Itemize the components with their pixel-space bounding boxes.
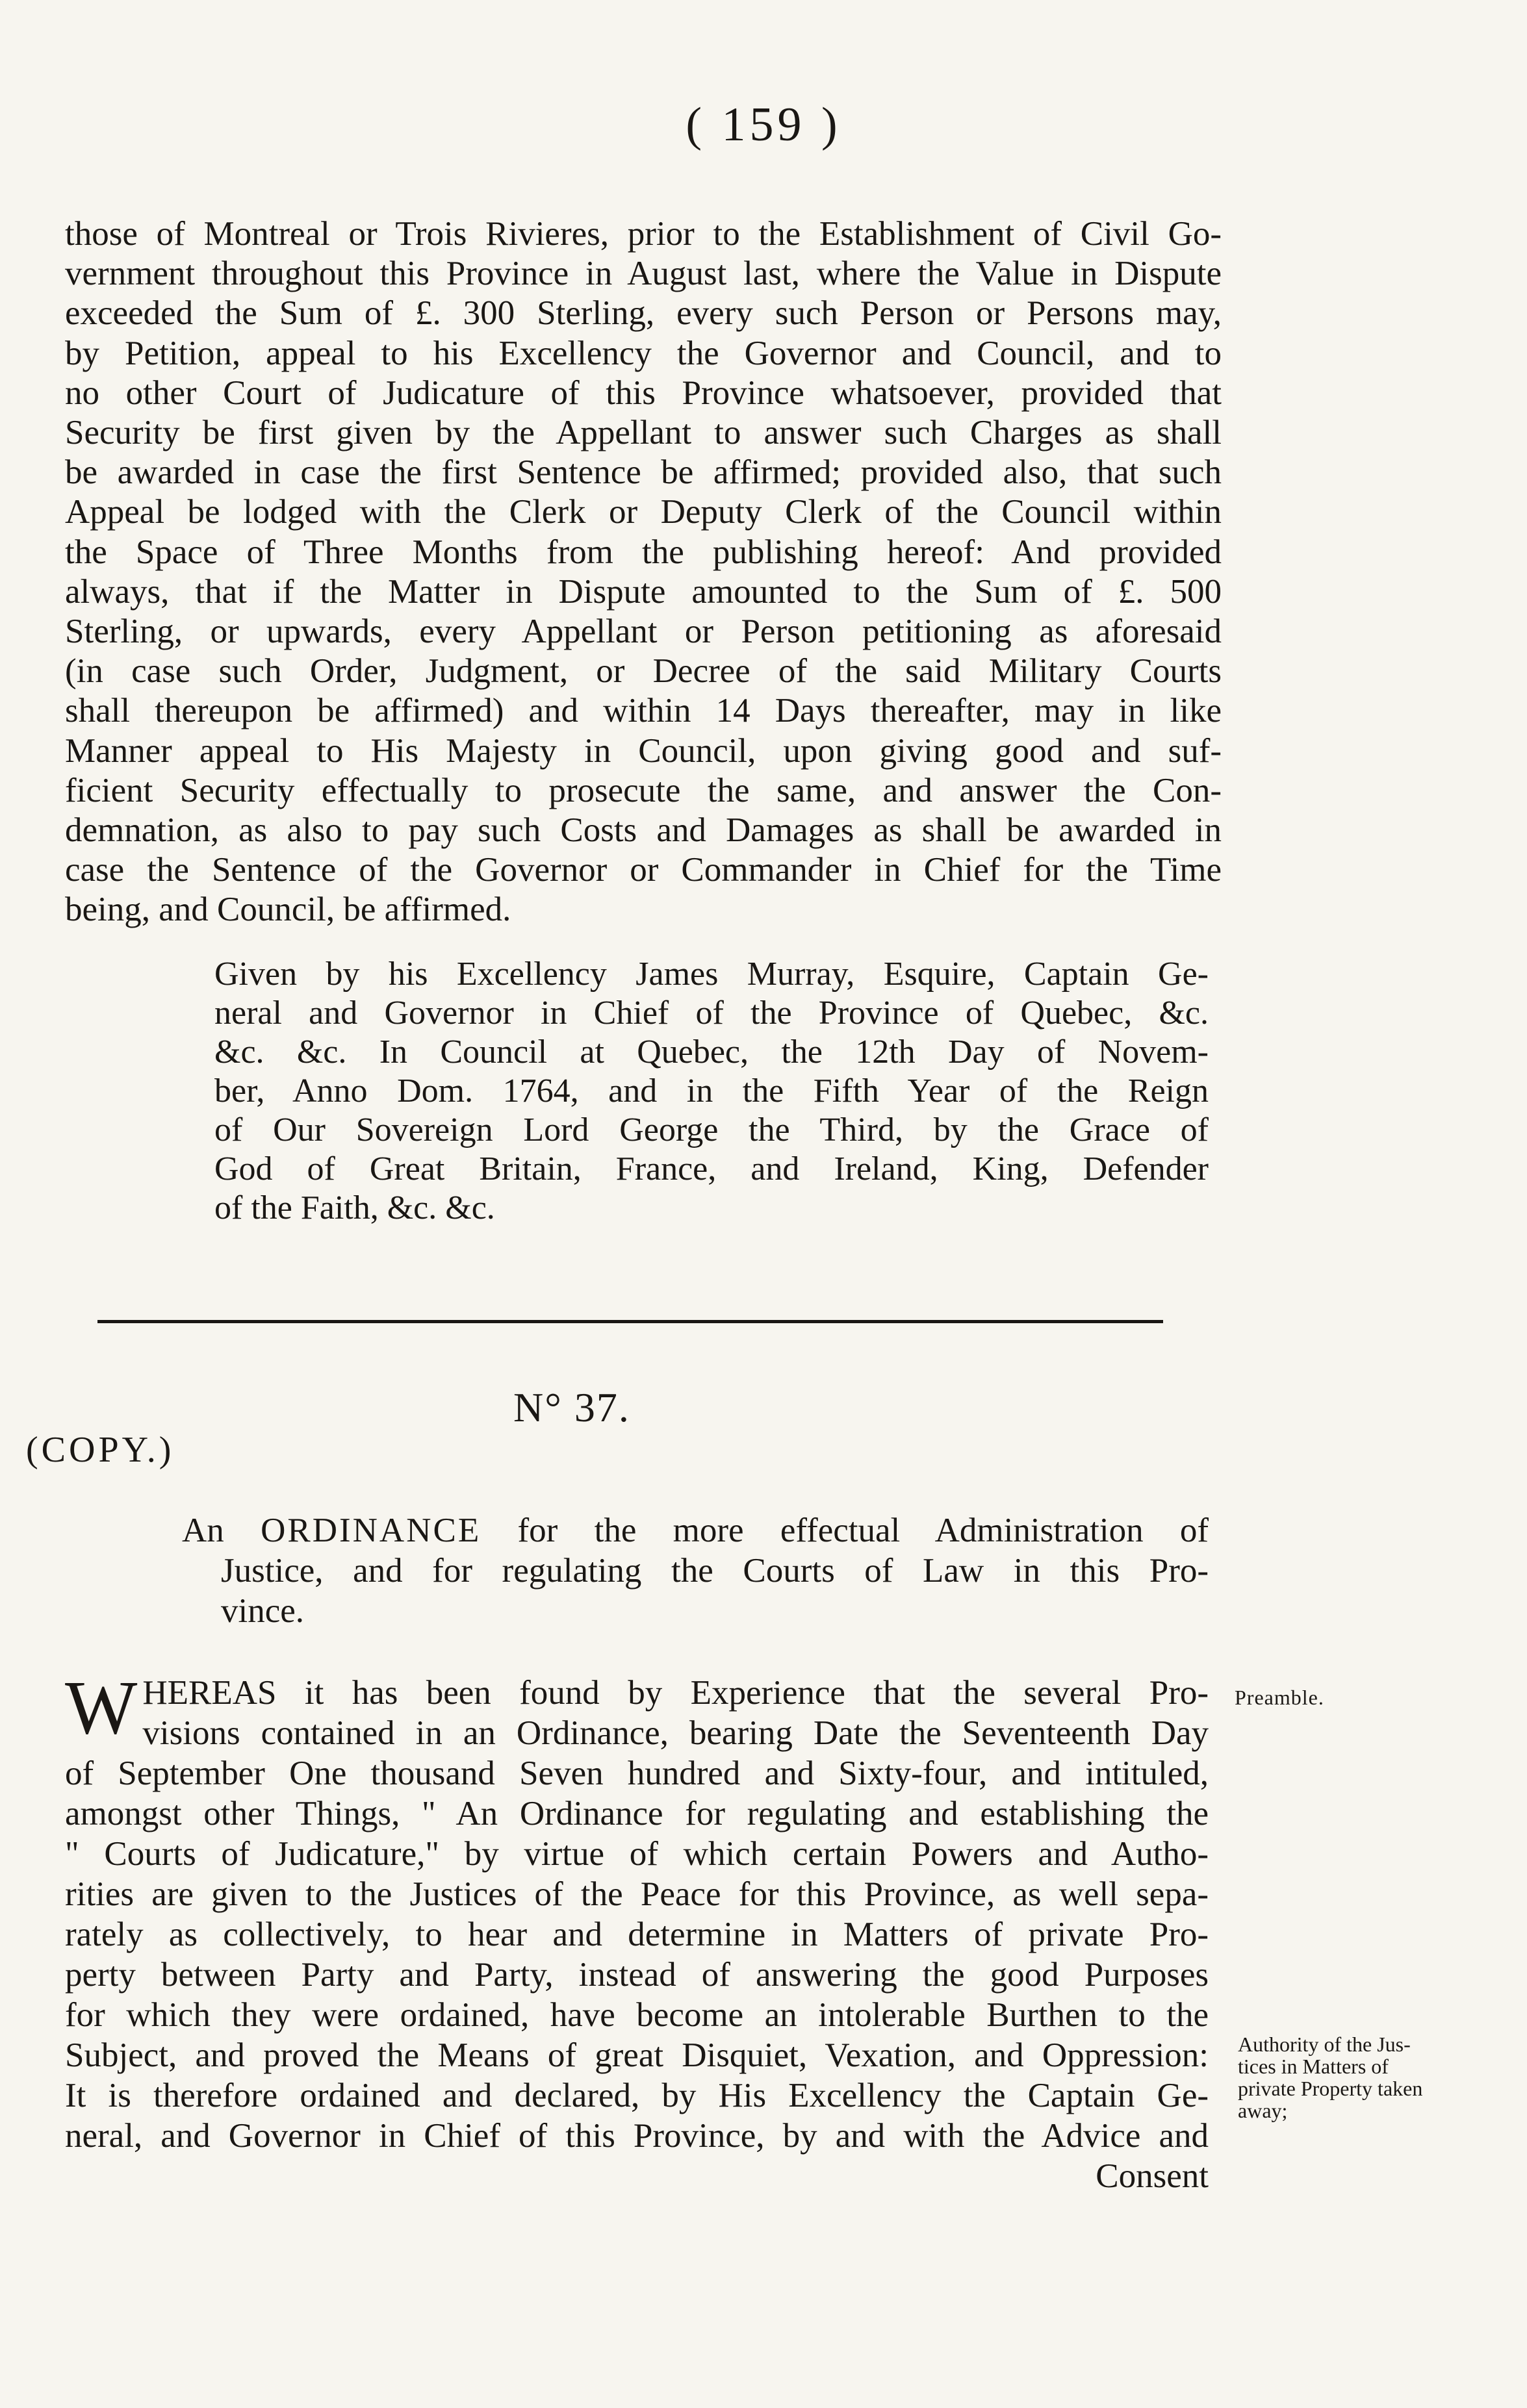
body-paragraph — [65, 214, 1222, 930]
text-line: neral and Governor in Chief of the Province of Quebec, &c. — [214, 995, 1209, 1032]
text-line: of the Faith, &c. &c. — [214, 1189, 495, 1226]
text-line: for which they were ordained, have become an intolerable Burthen to the — [65, 1996, 1209, 2034]
text-line: HEREAS it has been found by Experience that the several Pro- — [142, 1674, 1209, 1712]
text-line: God of Great Britain, France, and Ireland, King, Defender — [214, 1150, 1209, 1187]
text-line: case the Sentence of the Governor or Commander in Chief for the Time — [65, 851, 1222, 889]
text-line: those of Montreal or Trois Rivieres, prior to the Establishment of Civil Go- — [65, 215, 1222, 253]
text-line: Given by his Excellency James Murray, Esquire, Captain Ge- — [214, 956, 1209, 993]
text-line: exceeded the Sum of £. 300 Sterling, every such Person or Persons may, — [65, 294, 1222, 333]
margin-note-line: Authority of the Jus- — [1238, 2033, 1411, 2056]
text-line: always, that if the Matter in Dispute amounted to the Sum of £. 500 — [65, 572, 1222, 611]
text-line: " Courts of Judicature," by virtue of which certain Powers and Autho- — [65, 1835, 1209, 1873]
margin-note-line: tices in Matters of — [1238, 2055, 1389, 2078]
text-line: Manner appeal to His Majesty in Council, upon giving good and suf- — [65, 731, 1222, 770]
text-line: Appeal be lodged with the Clerk or Deputy Clerk of the Council within — [65, 493, 1222, 531]
text-line: visions contained in an Ordinance, bearing Date the Seventeenth Day — [142, 1714, 1209, 1752]
text-line: rities are given to the Justices of the Peace for this Province, as well sepa- — [65, 1875, 1209, 1913]
text-line: ber, Anno Dom. 1764, and in the Fifth Year of the Reign — [214, 1072, 1209, 1109]
text-line: Sterling, or upwards, every Appellant or Person petitioning as aforesaid — [65, 613, 1222, 651]
margin-note-preamble: Preamble. — [1235, 1686, 1324, 1709]
text-line: ficient Security effectually to prosecute the same, and answer the Con- — [65, 771, 1222, 809]
margin-note-authority — [1238, 2033, 1498, 2122]
text-line: perty between Party and Party, instead of answering the good Purposes — [65, 1956, 1209, 1994]
text-line: by Petition, appeal to his Excellency the Governor and Council, and to — [65, 334, 1222, 372]
text-line: (in case such Order, Judgment, or Decree of the said Military Courts — [65, 652, 1222, 691]
text-line: be awarded in case the first Sentence be affirmed; provided also, that such — [65, 453, 1222, 492]
text-line: the Space of Three Months from the publishing hereof: And provided — [65, 533, 1222, 571]
text-line: rately as collectively, to hear and determine in Matters of private Pro- — [65, 1916, 1209, 1953]
text-line: vernment throughout this Province in August last, where the Value in Dispute — [65, 255, 1222, 293]
title-line-rest: for the more effectual Administration of — [517, 1512, 1209, 1549]
title-lead: An — [182, 1512, 224, 1549]
given-clause — [214, 955, 1209, 1228]
text-line: It is therefore ordained and declared, by His Excellency the Captain Ge- — [65, 2077, 1209, 2114]
margin-note-line: private Property taken — [1238, 2077, 1423, 2100]
title-keyword: ORDINANCE — [261, 1512, 481, 1549]
title-line — [182, 1510, 1209, 1551]
text-line: of September One thousand Seven hundred and Sixty-four, and intituled, — [65, 1755, 1209, 1792]
title-line: vince. — [221, 1592, 305, 1630]
text-line: shall thereupon be affirmed) and within 14 Days thereafter, may in like — [65, 692, 1222, 730]
text-line: neral, and Governor in Chief of this Province, by and with the Advice and — [65, 2117, 1209, 2155]
margin-note-line: away; — [1238, 2099, 1288, 2122]
ordinance-number: N° 37. — [513, 1384, 630, 1430]
text-line: Security be first given by the Appellant to answer such Charges as shall — [65, 414, 1222, 452]
text-line: of Our Sovereign Lord George the Third, by the Grace of — [214, 1111, 1209, 1148]
text-line: being, and Council, be affirmed. — [65, 891, 511, 929]
catchword: Consent — [1096, 2157, 1209, 2195]
preamble-paragraph — [65, 1665, 1209, 2196]
ordinance-title — [182, 1510, 1209, 1631]
text-line: no other Court of Judicature of this Province whatsoever, provided that — [65, 374, 1222, 412]
title-line: Justice, and for regulating the Courts of Law in this Pro- — [221, 1552, 1209, 1590]
drop-cap: W — [65, 1665, 138, 1750]
page-number: ( 159 ) — [686, 98, 841, 151]
text-line: &c. &c. In Council at Quebec, the 12th Day of Novem- — [214, 1033, 1209, 1071]
text-line: amongst other Things, " An Ordinance for regulating and establishing the — [65, 1795, 1209, 1832]
copy-label: (COPY.) — [26, 1430, 175, 1470]
text-line: demnation, as also to pay such Costs and Damages as shall be awarded in — [65, 811, 1222, 850]
section-divider — [97, 1320, 1163, 1323]
text-line: Subject, and proved the Means of great Disquiet, Vexation, and Oppression: — [65, 2036, 1209, 2074]
